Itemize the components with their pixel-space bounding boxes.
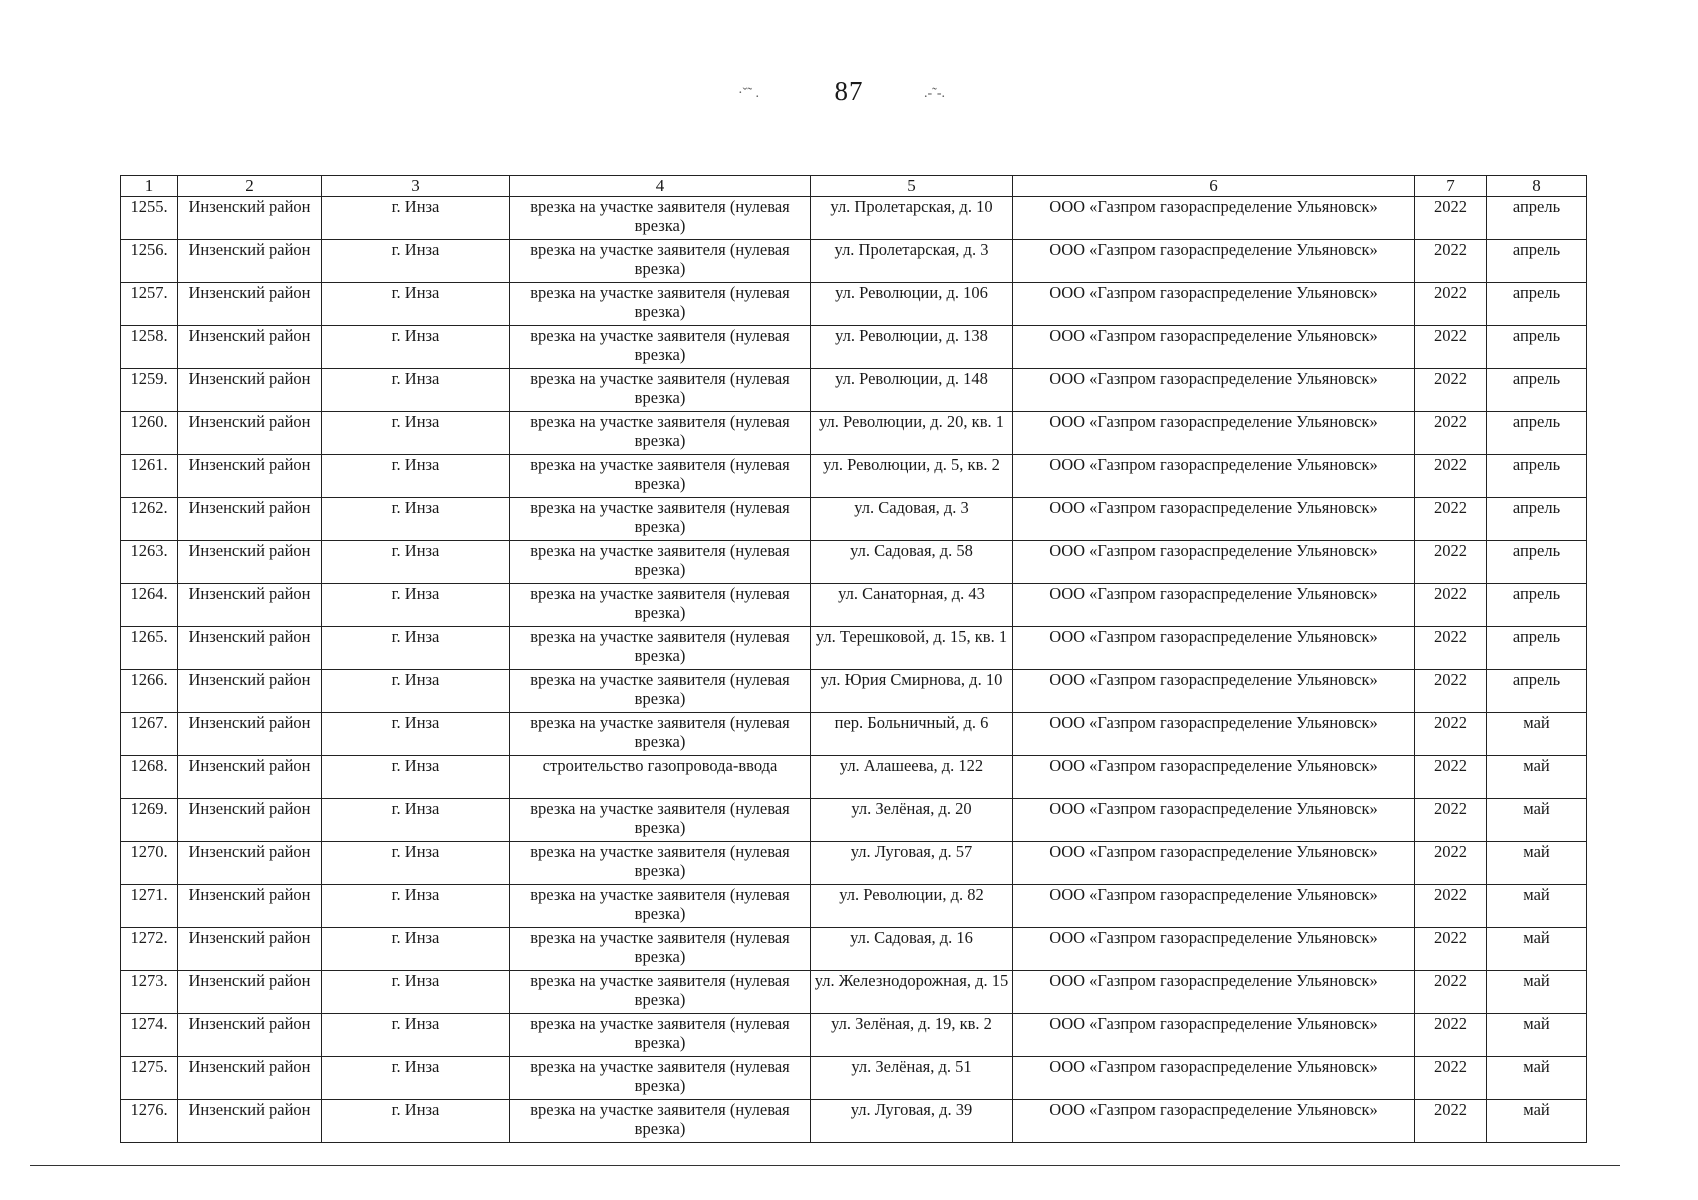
settlement-cell: г. Инза [322,240,510,283]
district-cell: Инзенский район [178,627,322,670]
organization-cell: ООО «Газпром газораспределение Ульяновск» [1013,197,1415,240]
table-body [121,197,1587,1143]
year-cell: 2022 [1415,1014,1487,1057]
address-cell: ул. Санаторная, д. 43 [811,584,1013,627]
work-type-cell: врезка на участке заявителя (нулевая врезка) [510,1100,811,1143]
settlement-cell: г. Инза [322,369,510,412]
work-type-cell: врезка на участке заявителя (нулевая врезка) [510,455,811,498]
settlement-cell: г. Инза [322,412,510,455]
year-cell: 2022 [1415,713,1487,756]
row-number-cell: 1276. [121,1100,178,1143]
work-type-cell: врезка на участке заявителя (нулевая врезка) [510,799,811,842]
work-type-cell: врезка на участке заявителя (нулевая врезка) [510,1057,811,1100]
year-cell: 2022 [1415,842,1487,885]
settlement-cell: г. Инза [322,799,510,842]
scan-artifact-left: ·ˇ˜ . [738,86,759,101]
month-cell: апрель [1487,412,1587,455]
district-cell: Инзенский район [178,455,322,498]
year-cell: 2022 [1415,971,1487,1014]
year-cell: 2022 [1415,1057,1487,1100]
row-number-cell: 1266. [121,670,178,713]
work-type-cell: врезка на участке заявителя (нулевая врезка) [510,842,811,885]
table-row [121,670,1587,713]
organization-cell: ООО «Газпром газораспределение Ульяновск» [1013,713,1415,756]
settlement-cell: г. Инза [322,713,510,756]
work-type-cell: врезка на участке заявителя (нулевая врезка) [510,197,811,240]
row-number-cell: 1261. [121,455,178,498]
address-cell: ул. Садовая, д. 3 [811,498,1013,541]
address-cell: ул. Революции, д. 5, кв. 2 [811,455,1013,498]
table-row [121,584,1587,627]
column-header: 7 [1415,176,1487,197]
month-cell: апрель [1487,584,1587,627]
work-type-cell: врезка на участке заявителя (нулевая врезка) [510,670,811,713]
address-cell: ул. Пролетарская, д. 10 [811,197,1013,240]
address-cell: ул. Железнодорожная, д. 15 [811,971,1013,1014]
year-cell: 2022 [1415,369,1487,412]
district-cell: Инзенский район [178,326,322,369]
column-header: 4 [510,176,811,197]
district-cell: Инзенский район [178,369,322,412]
table-row [121,240,1587,283]
work-type-cell: врезка на участке заявителя (нулевая врезка) [510,1014,811,1057]
month-cell: май [1487,885,1587,928]
organization-cell: ООО «Газпром газораспределение Ульяновск» [1013,627,1415,670]
row-number-cell: 1257. [121,283,178,326]
settlement-cell: г. Инза [322,756,510,799]
table-row [121,369,1587,412]
organization-cell: ООО «Газпром газораспределение Ульяновск» [1013,1057,1415,1100]
column-header: 6 [1013,176,1415,197]
work-type-cell: врезка на участке заявителя (нулевая врезка) [510,627,811,670]
month-cell: май [1487,928,1587,971]
district-cell: Инзенский район [178,713,322,756]
month-cell: май [1487,1100,1587,1143]
row-number-cell: 1273. [121,971,178,1014]
organization-cell: ООО «Газпром газораспределение Ульяновск» [1013,842,1415,885]
organization-cell: ООО «Газпром газораспределение Ульяновск» [1013,498,1415,541]
scan-artifact-right: .-˜-. [924,86,945,101]
settlement-cell: г. Инза [322,1057,510,1100]
register-table [120,175,1587,1143]
column-header: 3 [322,176,510,197]
year-cell: 2022 [1415,627,1487,670]
table-row [121,756,1587,799]
table-row [121,885,1587,928]
work-type-cell: врезка на участке заявителя (нулевая врезка) [510,498,811,541]
organization-cell: ООО «Газпром газораспределение Ульяновск» [1013,799,1415,842]
organization-cell: ООО «Газпром газораспределение Ульяновск» [1013,455,1415,498]
district-cell: Инзенский район [178,412,322,455]
work-type-cell: врезка на участке заявителя (нулевая врезка) [510,971,811,1014]
month-cell: апрель [1487,541,1587,584]
district-cell: Инзенский район [178,670,322,713]
table-row [121,1014,1587,1057]
work-type-cell: врезка на участке заявителя (нулевая врезка) [510,326,811,369]
year-cell: 2022 [1415,326,1487,369]
address-cell: ул. Пролетарская, д. 3 [811,240,1013,283]
month-cell: апрель [1487,670,1587,713]
row-number-cell: 1272. [121,928,178,971]
address-cell: ул. Зелёная, д. 19, кв. 2 [811,1014,1013,1057]
month-cell: май [1487,1014,1587,1057]
organization-cell: ООО «Газпром газораспределение Ульяновск» [1013,541,1415,584]
row-number-cell: 1270. [121,842,178,885]
table-row [121,799,1587,842]
settlement-cell: г. Инза [322,584,510,627]
month-cell: апрель [1487,498,1587,541]
column-header: 2 [178,176,322,197]
work-type-cell: врезка на участке заявителя (нулевая врезка) [510,885,811,928]
address-cell: ул. Луговая, д. 39 [811,1100,1013,1143]
address-cell: ул. Зелёная, д. 20 [811,799,1013,842]
row-number-cell: 1263. [121,541,178,584]
year-cell: 2022 [1415,756,1487,799]
organization-cell: ООО «Газпром газораспределение Ульяновск» [1013,885,1415,928]
table-row [121,283,1587,326]
settlement-cell: г. Инза [322,455,510,498]
year-cell: 2022 [1415,1100,1487,1143]
settlement-cell: г. Инза [322,971,510,1014]
work-type-cell: врезка на участке заявителя (нулевая врезка) [510,584,811,627]
row-number-cell: 1271. [121,885,178,928]
settlement-cell: г. Инза [322,197,510,240]
district-cell: Инзенский район [178,971,322,1014]
organization-cell: ООО «Газпром газораспределение Ульяновск» [1013,928,1415,971]
settlement-cell: г. Инза [322,1014,510,1057]
table-row [121,498,1587,541]
organization-cell: ООО «Газпром газораспределение Ульяновск» [1013,326,1415,369]
district-cell: Инзенский район [178,799,322,842]
district-cell: Инзенский район [178,1014,322,1057]
month-cell: апрель [1487,455,1587,498]
district-cell: Инзенский район [178,842,322,885]
row-number-cell: 1269. [121,799,178,842]
table-row [121,1057,1587,1100]
year-cell: 2022 [1415,283,1487,326]
year-cell: 2022 [1415,240,1487,283]
year-cell: 2022 [1415,885,1487,928]
row-number-cell: 1268. [121,756,178,799]
table-row [121,971,1587,1014]
address-cell: ул. Революции, д. 82 [811,885,1013,928]
table-row [121,627,1587,670]
year-cell: 2022 [1415,498,1487,541]
row-number-cell: 1267. [121,713,178,756]
work-type-cell: врезка на участке заявителя (нулевая врезка) [510,541,811,584]
address-cell: ул. Терешковой, д. 15, кв. 1 [811,627,1013,670]
settlement-cell: г. Инза [322,283,510,326]
table-row [121,326,1587,369]
row-number-cell: 1265. [121,627,178,670]
settlement-cell: г. Инза [322,885,510,928]
district-cell: Инзенский район [178,1057,322,1100]
month-cell: май [1487,971,1587,1014]
row-number-cell: 1259. [121,369,178,412]
table-row [121,842,1587,885]
table-row [121,713,1587,756]
year-cell: 2022 [1415,197,1487,240]
address-cell: ул. Революции, д. 20, кв. 1 [811,412,1013,455]
year-cell: 2022 [1415,799,1487,842]
district-cell: Инзенский район [178,240,322,283]
organization-cell: ООО «Газпром газораспределение Ульяновск» [1013,369,1415,412]
district-cell: Инзенский район [178,197,322,240]
column-header: 8 [1487,176,1587,197]
address-cell: ул. Зелёная, д. 51 [811,1057,1013,1100]
district-cell: Инзенский район [178,885,322,928]
year-cell: 2022 [1415,412,1487,455]
row-number-cell: 1275. [121,1057,178,1100]
organization-cell: ООО «Газпром газораспределение Ульяновск» [1013,584,1415,627]
organization-cell: ООО «Газпром газораспределение Ульяновск» [1013,283,1415,326]
row-number-cell: 1264. [121,584,178,627]
year-cell: 2022 [1415,928,1487,971]
address-cell: ул. Садовая, д. 58 [811,541,1013,584]
row-number-cell: 1274. [121,1014,178,1057]
district-cell: Инзенский район [178,928,322,971]
settlement-cell: г. Инза [322,498,510,541]
district-cell: Инзенский район [178,498,322,541]
address-cell: ул. Луговая, д. 57 [811,842,1013,885]
table-row [121,541,1587,584]
district-cell: Инзенский район [178,584,322,627]
organization-cell: ООО «Газпром газораспределение Ульяновск» [1013,670,1415,713]
month-cell: май [1487,799,1587,842]
address-cell: ул. Революции, д. 148 [811,369,1013,412]
work-type-cell: врезка на участке заявителя (нулевая врезка) [510,412,811,455]
work-type-cell: врезка на участке заявителя (нулевая врезка) [510,928,811,971]
organization-cell: ООО «Газпром газораспределение Ульяновск» [1013,412,1415,455]
address-cell: ул. Юрия Смирнова, д. 10 [811,670,1013,713]
address-cell: ул. Революции, д. 138 [811,326,1013,369]
settlement-cell: г. Инза [322,842,510,885]
work-type-cell: строительство газопровода-ввода [510,756,811,799]
month-cell: апрель [1487,627,1587,670]
address-cell: пер. Больничный, д. 6 [811,713,1013,756]
year-cell: 2022 [1415,455,1487,498]
settlement-cell: г. Инза [322,928,510,971]
row-number-cell: 1256. [121,240,178,283]
work-type-cell: врезка на участке заявителя (нулевая врезка) [510,283,811,326]
organization-cell: ООО «Газпром газораспределение Ульяновск» [1013,240,1415,283]
district-cell: Инзенский район [178,756,322,799]
bottom-divider [30,1165,1620,1166]
address-cell: ул. Садовая, д. 16 [811,928,1013,971]
settlement-cell: г. Инза [322,326,510,369]
row-number-cell: 1255. [121,197,178,240]
row-number-cell: 1262. [121,498,178,541]
settlement-cell: г. Инза [322,1100,510,1143]
year-cell: 2022 [1415,584,1487,627]
month-cell: май [1487,756,1587,799]
work-type-cell: врезка на участке заявителя (нулевая врезка) [510,369,811,412]
table-row [121,197,1587,240]
month-cell: апрель [1487,240,1587,283]
address-cell: ул. Алашеева, д. 122 [811,756,1013,799]
table-header-row [121,176,1587,197]
settlement-cell: г. Инза [322,541,510,584]
year-cell: 2022 [1415,541,1487,584]
month-cell: апрель [1487,283,1587,326]
district-cell: Инзенский район [178,1100,322,1143]
month-cell: апрель [1487,197,1587,240]
row-number-cell: 1258. [121,326,178,369]
work-type-cell: врезка на участке заявителя (нулевая врезка) [510,713,811,756]
page-number: 87 [834,76,864,106]
month-cell: апрель [1487,369,1587,412]
settlement-cell: г. Инза [322,670,510,713]
address-cell: ул. Революции, д. 106 [811,283,1013,326]
table-row [121,1100,1587,1143]
organization-cell: ООО «Газпром газораспределение Ульяновск» [1013,1100,1415,1143]
organization-cell: ООО «Газпром газораспределение Ульяновск» [1013,1014,1415,1057]
organization-cell: ООО «Газпром газораспределение Ульяновск» [1013,971,1415,1014]
month-cell: май [1487,713,1587,756]
column-header: 5 [811,176,1013,197]
organization-cell: ООО «Газпром газораспределение Ульяновск» [1013,756,1415,799]
district-cell: Инзенский район [178,283,322,326]
settlement-cell: г. Инза [322,627,510,670]
district-cell: Инзенский район [178,541,322,584]
year-cell: 2022 [1415,670,1487,713]
column-header: 1 [121,176,178,197]
table-row [121,455,1587,498]
month-cell: апрель [1487,326,1587,369]
table-row [121,928,1587,971]
table-row [121,412,1587,455]
work-type-cell: врезка на участке заявителя (нулевая врезка) [510,240,811,283]
row-number-cell: 1260. [121,412,178,455]
month-cell: май [1487,842,1587,885]
month-cell: май [1487,1057,1587,1100]
